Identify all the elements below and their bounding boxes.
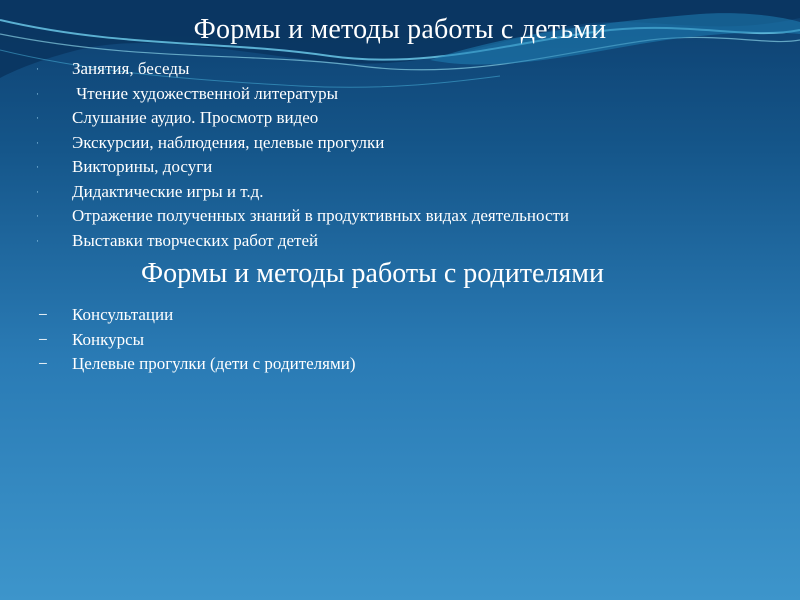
list-item xyxy=(0,82,569,107)
bullet-dot-icon: · xyxy=(36,88,39,99)
bullet-dot-icon: · xyxy=(36,137,39,148)
list-item xyxy=(0,131,569,156)
list-item xyxy=(0,352,356,377)
bullet-dash-icon: − xyxy=(38,305,48,324)
list-item xyxy=(0,57,569,82)
list-item-text: Чтение художественной литературы xyxy=(72,83,339,103)
list-item-text: Выставки творческих работ детей xyxy=(72,230,319,250)
bullet-dash-icon: − xyxy=(38,354,48,373)
list-item-text: Слушание аудио. Просмотр видео xyxy=(72,108,319,127)
bullet-dot-icon: · xyxy=(36,186,39,197)
list-item-text: Отражение полученных знаний в продуктивных видах деятельности xyxy=(72,206,570,225)
parents-methods-list xyxy=(0,303,356,377)
section-subtitle: Формы и методы работы с родителями xyxy=(141,258,604,289)
list-item xyxy=(0,155,569,180)
list-item xyxy=(0,328,356,353)
list-item-text: Занятия, беседы xyxy=(72,59,190,78)
bullet-dot-icon: · xyxy=(36,64,39,74)
children-methods-list xyxy=(0,57,569,253)
list-item xyxy=(0,204,569,229)
bullet-dash-icon: − xyxy=(38,329,48,349)
bullet-dot-icon: · xyxy=(36,211,39,221)
bullet-dot-icon: · xyxy=(36,162,39,172)
list-item-text: Дидактические игры и т.д. xyxy=(72,181,264,201)
list-item-text: Консультации xyxy=(72,305,174,324)
list-item xyxy=(0,106,569,131)
list-item xyxy=(0,180,569,205)
list-item-text: Целевые прогулки (дети с родителями) xyxy=(72,354,356,373)
list-item-text: Конкурсы xyxy=(72,329,145,349)
list-item xyxy=(0,229,569,254)
list-item xyxy=(0,303,356,328)
bullet-dot-icon: · xyxy=(36,235,39,246)
bullet-dot-icon: · xyxy=(36,113,39,123)
list-item-text: Экскурсии, наблюдения, целевые прогулки xyxy=(72,132,385,152)
list-item-text: Викторины, досуги xyxy=(72,157,213,176)
slide-title: Формы и методы работы с детьми xyxy=(193,14,607,45)
